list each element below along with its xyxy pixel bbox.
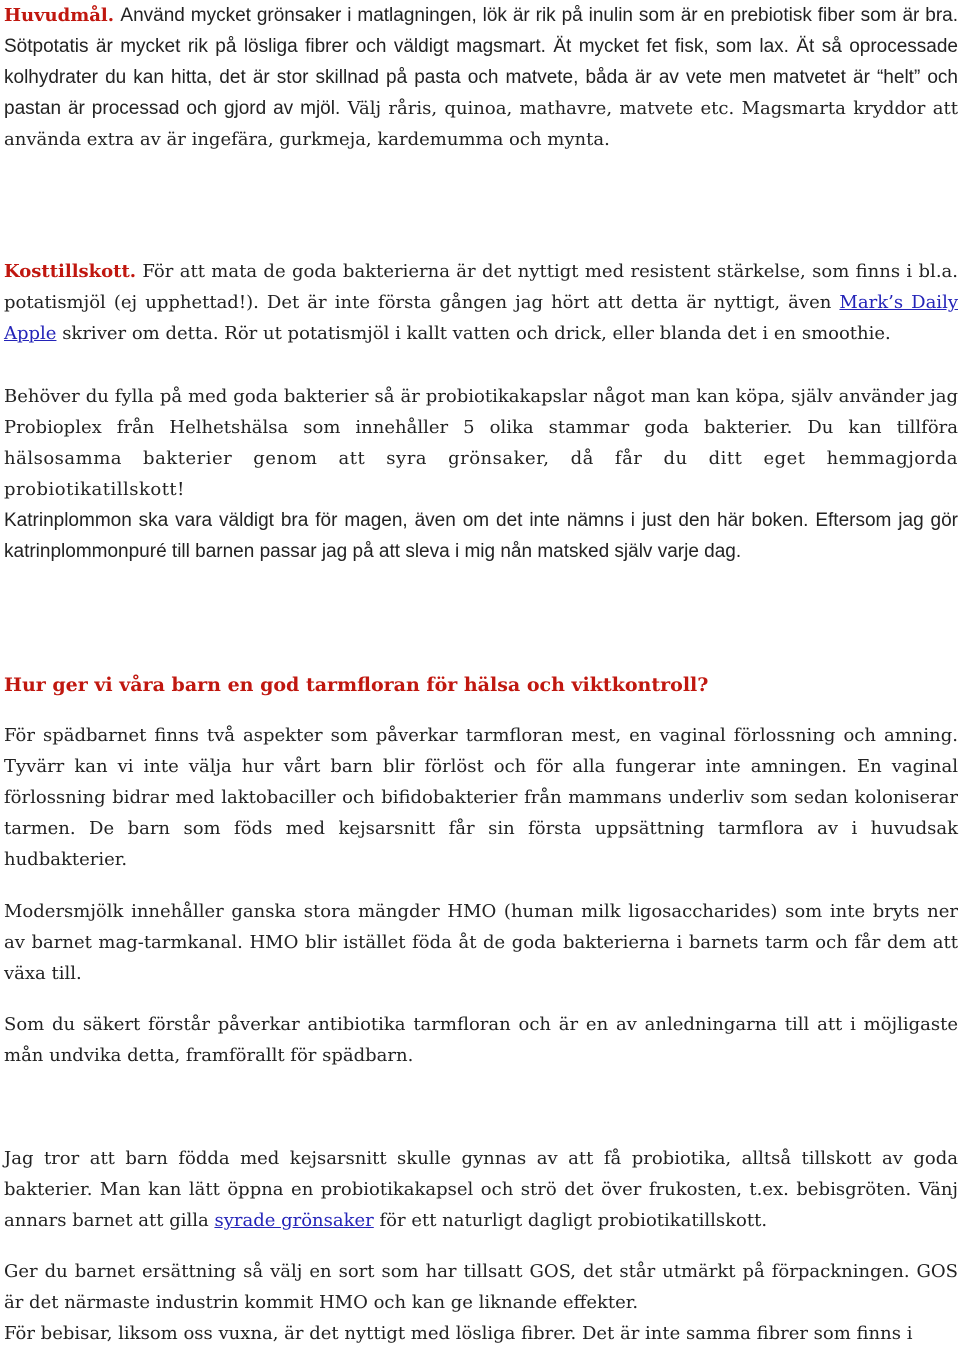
section-label-huvudmal: Huvudmål. xyxy=(4,5,115,26)
section-heading: Hur ger vi våra barn en god tarmfloran för hälsa och viktkontroll? xyxy=(4,674,709,696)
paragraph-kejsarsnitt xyxy=(4,1143,958,1236)
probiotika-text-a: Behöver du fylla på med goda bakterier så är probiotikakapslar något man kan köpa, själv använder jag Probioplex från Helhetshälsa som innehåller 5 olika stammar goda bakterier. Du kan tillföra xyxy=(4,386,958,438)
paragraph-modersmjolk: Modersmjölk innehåller ganska stora mängder HMO (human milk ligosaccharides) som inte bryts ner av barnet mag-tarmkanal. HMO blir istället föda åt de goda bakterierna i barnets tarm och får dem att växa till. xyxy=(4,901,958,984)
paragraph-probiotika xyxy=(4,381,958,505)
marks-daily-apple-link[interactable]: Mark’s Daily Apple xyxy=(4,292,958,344)
paragraph-kosttillskott xyxy=(4,256,958,349)
kosttillskott-text-b: skriver om detta. Rör ut potatismjöl i kallt vatten och drick, eller blanda det i en smoothie. xyxy=(62,323,891,344)
katrinplommon-text: Katrinplommon ska vara väldigt bra för magen, även om det inte nämns i just den här boken. Eftersom jag gör katrinplommonpuré till barnen passar jag på att sleva i mig nån matsked själv varje dag. xyxy=(4,510,958,562)
huvudmal-text-serif: Välj råris, quinoa, mathavre, matvete etc. Magsmarta kryddor att använda extra av är ingefära, gurkmeja, kardemumma och mynta. xyxy=(4,98,958,150)
paragraph-antibiotika: Som du säkert förstår påverkar antibiotika tarmfloran och är en av anledningarna till att i möjligaste mån undvika detta, framförallt för spädbarn. xyxy=(4,1014,958,1066)
paragraph-katrinplommon xyxy=(4,505,958,567)
paragraph-huvudmal xyxy=(4,0,958,155)
probiotika-text-b: hälsosamma bakterier genom att syra grönsaker, då får du ditt eget hemmagjorda probiotikatillskott! xyxy=(4,448,958,500)
section-label-kosttillskott: Kosttillskott. xyxy=(4,261,137,282)
kejsarsnitt-text-b: för ett naturligt dagligt probiotikatillskott. xyxy=(379,1210,768,1231)
huvudmal-text-sans: Använd mycket grönsaker i matlagningen, lök är rik på inulin som är en prebiotisk fiber som är bra. Sötpotatis är mycket rik på lösliga fibrer och väldigt magsmart. Ät mycket fet fisk, som lax. Ät så oprocessade kolhydrater du kan hitta, det är stor skillnad på pasta och matvete, båda är av vete men matvetet är “helt” och pastan är processad och gjord av mjöl. xyxy=(4,5,958,119)
kosttillskott-text-a: För att mata de goda bakterierna är det nyttigt med resistent stärkelse, som finns i bl.a. potatismjöl (ej upphettad!). Det är inte första gången jag hört att detta är nyttigt, även xyxy=(4,261,958,313)
syrade-gronsaker-link[interactable]: syrade grönsaker xyxy=(214,1210,374,1231)
paragraph-ersattning: Ger du barnet ersättning så välj en sort som har tillsatt GOS, det står utmärkt på förpackningen. GOS är det närmaste industrin kommit HMO och kan ge liknande effekter. xyxy=(4,1261,958,1313)
paragraph-spadbarn: För spädbarnet finns två aspekter som påverkar tarmfloran mest, en vaginal förlossning och amning. Tyvärr kan vi inte välja hur vårt barn blir förlöst och för alla fungerar inte amningen. En vaginal förlossning bidrar med laktobaciller och bifidobakterier från mammans underliv som sedan koloniserar tarmen. De barn som föds med kejsarsnitt får sin första uppsättning tarmflora av i huvudsak hudbakterier. xyxy=(4,725,958,870)
paragraph-fibrer: För bebisar, liksom oss vuxna, är det nyttigt med lösliga fibrer. Det är inte samma fibrer som finns i xyxy=(4,1323,913,1344)
kejsarsnitt-text-a: Jag tror att barn födda med kejsarsnitt skulle gynnas av att få probiotika, alltså tillskott av goda bakterier. Man kan lätt öppna en probiotikakapsel och strö det över frukosten, t.ex. bebisgröten. Vänj annars barnet att gilla xyxy=(4,1148,958,1231)
